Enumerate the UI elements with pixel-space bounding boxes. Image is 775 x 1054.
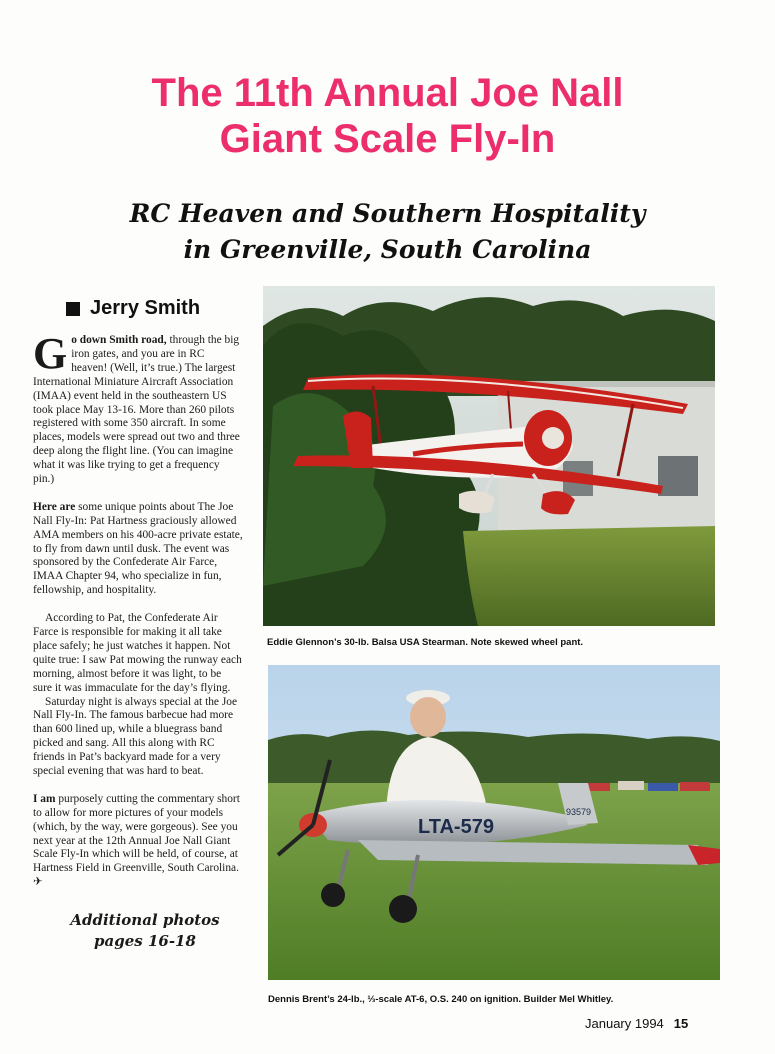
stearman-photo bbox=[263, 286, 715, 626]
additional-photos-line-2: pages 16-18 bbox=[94, 932, 196, 950]
paragraph-lead: o down Smith road, bbox=[71, 334, 167, 346]
additional-photos-note bbox=[60, 910, 230, 952]
subtitle-line-1: RC Heaven and Southern Hospitality bbox=[129, 199, 646, 228]
paragraph-4: Saturday night is always special at the Joe Nall Fly-In. The famous barbecue had more than 600 lined up, while a bluegrass band picked and sang. All this along with RC friends in Pat’s backyard made for a very special evening that was hard to beat. bbox=[33, 695, 238, 778]
paragraph-1 bbox=[33, 329, 243, 487]
article-body bbox=[33, 329, 243, 904]
paragraph-3: According to Pat, the Confederate Air Farce is responsible for making it all take place safely; he just watches it happen. Not quite true: I saw Pat mowing the runway each morning, almost before it was light, to be sure it was immaculate for the day’s flying. bbox=[33, 612, 242, 694]
paragraph-lead: Here are bbox=[33, 500, 76, 513]
byline bbox=[66, 297, 200, 320]
paragraph-lead: I am bbox=[33, 792, 56, 805]
title-line-2: Giant Scale Fly-In bbox=[219, 117, 556, 161]
paragraph-text: through the big iron gates, and you are in RC heaven! (Well, it’s true.) The largest International Miniature Aircraft Association (IMAA) event held in the southeastern US took place May 13-16. More than 260 pilots registered with some 350 aircraft. In some places, models were spread out two and three deep along the flight line. (You can imagine what it was like trying to get a frequency pin.) bbox=[33, 334, 240, 486]
plane-tail-marking: 93579 bbox=[566, 807, 592, 817]
page-footer bbox=[585, 1016, 688, 1031]
article-title bbox=[0, 70, 775, 162]
page-number: 15 bbox=[673, 1016, 689, 1031]
subtitle-line-2: in Greenville, South Carolina bbox=[183, 235, 592, 264]
at6-caption: Dennis Brent’s 24-lb., ⅓-scale AT-6, O.S. 240 on ignition. Builder Mel Whitley. bbox=[268, 994, 614, 1005]
paragraph-5 bbox=[33, 793, 243, 890]
article-subtitle bbox=[0, 196, 775, 268]
byline-square-icon bbox=[66, 302, 80, 316]
plane-fuselage-marking: LTA-579 bbox=[418, 816, 494, 838]
paragraph-text: purposely cutting the commentary short to allow for more pictures of your models (which, by the way, were gorgeous). See you next year at the 12th Annual Joe Nall Giant Scale Fly-In which will be held, of course, at Hartness Field in Greenville, South Carolina. ✈ bbox=[33, 792, 240, 889]
issue-date: January 1994 bbox=[585, 1016, 664, 1031]
additional-photos-line-1: Additional photos bbox=[70, 911, 220, 929]
paragraph-text: some unique points about The Joe Nall Fly-In: Pat Hartness graciously allowed AMA members on his 400-acre private estate, to fly from dawn until dusk. The event was sponsored by the Confederate Air Farce, IMAA Chapter 94, who specialize in fun, fellowship, and hospitality. bbox=[33, 500, 243, 597]
title-line-1: The 11th Annual Joe Nall bbox=[151, 71, 624, 115]
stearman-caption: Eddie Glennon’s 30-lb. Balsa USA Stearman. Note skewed wheel pant. bbox=[267, 637, 584, 648]
author-name: Jerry Smith bbox=[90, 297, 201, 319]
at6-photo bbox=[268, 665, 720, 980]
paragraph-2 bbox=[33, 501, 243, 598]
drop-cap: G bbox=[33, 329, 68, 378]
